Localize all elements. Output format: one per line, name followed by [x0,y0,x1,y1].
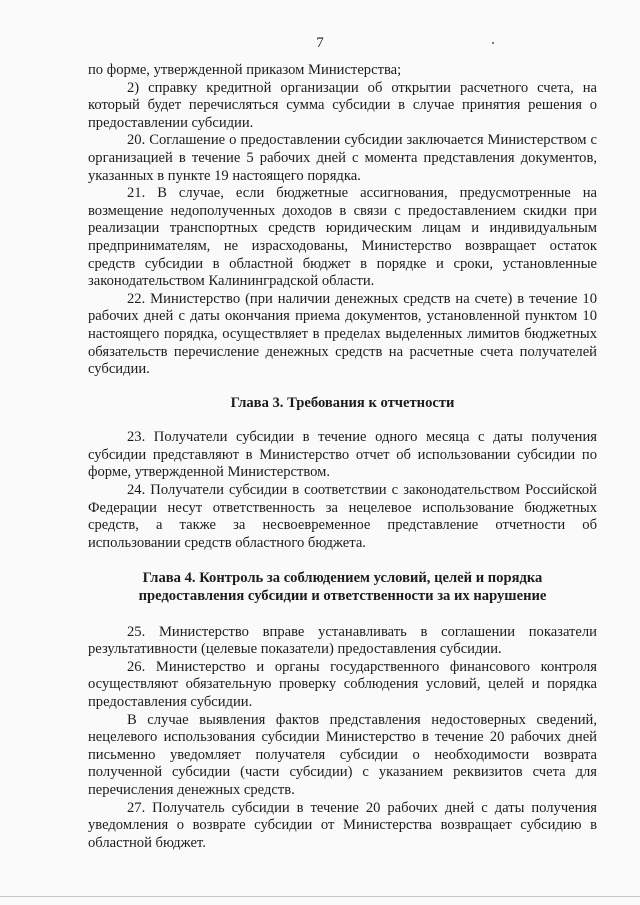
document-body [88,62,597,852]
paragraph-item-2: 2) справку кредитной организации об открытии расчетного счета, на который будет перечисляться сумма субсидии в случае принятия решения о предоставлении субсидии. [88,79,597,131]
paragraph-24: 24. Получатели субсидии в соответствии с законодательством Российской Федерации несут ответственность за нецелевое использование бюджетных средств, а также за несвоевременное представление отчетности об использовании средств областного бюджета. [88,482,597,551]
paragraph-25: 25. Министерство вправе устанавливать в соглашении показатели результативности (целевые показатели) предоставления субсидии. [88,623,597,658]
chapter-4-heading-line-2: предоставления субсидии и ответственности за их нарушение [138,588,547,605]
paragraph-26-case: В случае выявления фактов представления недостоверных сведений, нецелевого использования субсидии Министерство в течение 20 рабочих дней письменно уведомляет получателя субсидии о необходимости возврата полученной субсидии (части субсидии) с указанием реквизитов счета для перечисления денежных средств. [88,711,597,798]
paragraph-27: 27. Получатель субсидии в течение 20 рабочих дней с даты получения уведомления о возврате субсидии от Министерства возвращает субсидию в областной бюджет. [88,799,597,851]
scan-edge-line [0,896,640,897]
paragraph-20: 20. Соглашение о предоставлении субсидии заключается Министерством с организацией в течение 5 рабочих дней с момента представления документов, указанных в пункте 19 настоящего порядка. [88,132,597,184]
chapter-3-heading: Глава 3. Требования к отчетности [230,394,455,411]
chapter-4-heading [88,570,597,605]
scan-speck [492,42,494,44]
paragraph-continuation: по форме, утвержденной приказом Министерства; [88,62,402,78]
paragraph-26: 26. Министерство и органы государственного финансового контроля осуществляют обязательную проверку соблюдения условий, целей и порядка предоставления субсидии. [88,658,597,710]
page-number: 7 [316,35,324,51]
paragraph-23: 23. Получатели субсидии в течение одного месяца с даты получения субсидии представляют в Министерство отчет об использовании субсидии по форме, утвержденной Министерством. [88,429,597,481]
chapter-4-heading-line-1: Глава 4. Контроль за соблюдением условий, целей и порядка [142,570,543,587]
paragraph-22: 22. Министерство (при наличии денежных средств на счете) в течение 10 рабочих дней с даты окончания приема документов, установленной пунктом 10 настоящего порядка, осуществляет в пределах выделенных лимитов бюджетных обязательств перечисление денежных средств на расчетные счета получателей субсидии. [88,290,597,378]
paragraph-21: 21. В случае, если бюджетные ассигнования, предусмотренные на возмещение недополученных доходов в связи с предоставлением скидки при реализации транспортных средств юридическим лицам и индивидуальным предпринимателям, не израсходованы, Министерство возвращает остаток средств субсидии в областной бюджет в порядке и сроки, установленные законодательством Калининградской области. [88,185,597,290]
